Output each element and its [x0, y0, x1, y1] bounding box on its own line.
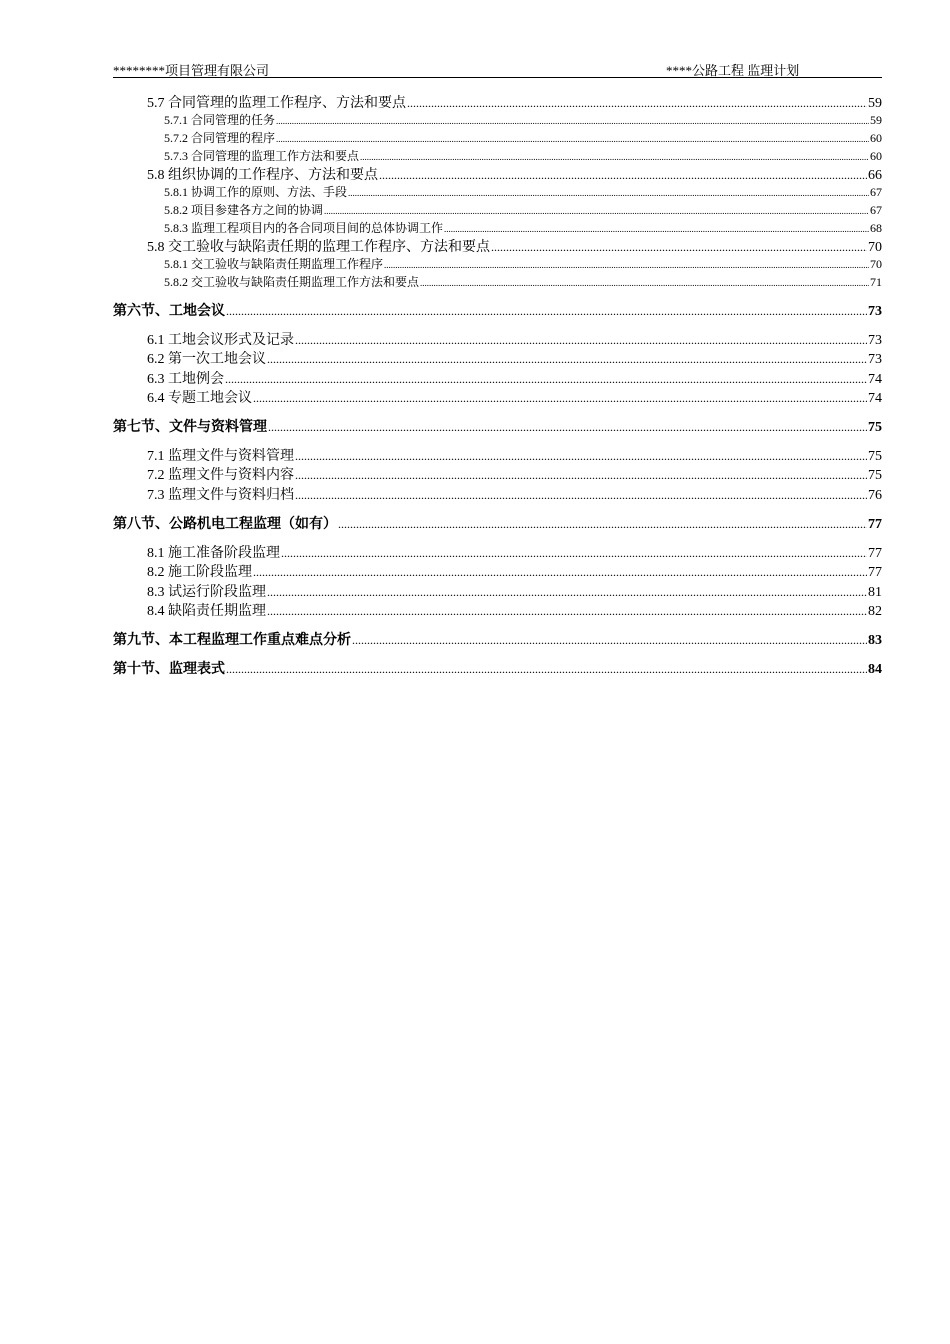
toc-page-number: 74 [868, 372, 882, 387]
toc-entry[interactable] [164, 255, 882, 271]
toc-entry-title: 6.2 第一次工地会议 [147, 352, 266, 367]
toc-entry-title: 5.7.1 合同管理的任务 [164, 113, 276, 127]
toc-section-title: 第七节、文件与资料管理 [113, 420, 267, 435]
toc-page-number: 82 [868, 604, 882, 619]
toc-entry-title: 6.1 工地会议形式及记录 [147, 333, 294, 348]
toc-entry-title: 5.8.2 交工验收与缺陷责任期监理工作方法和要点 [164, 275, 420, 289]
toc-entry-title: 5.8 组织协调的工作程序、方法和要点 [147, 168, 378, 183]
toc-entry-title: 5.7 合同管理的监理工作程序、方法和要点 [147, 96, 406, 111]
toc-page-number: 77 [868, 565, 882, 580]
toc-leader [276, 134, 869, 144]
toc-entry-title: 8.2 施工阶段监理 [147, 565, 252, 580]
toc-section-title: 第八节、公路机电工程监理（如有） [113, 517, 337, 532]
toc-leader [295, 449, 867, 464]
toc-entry[interactable] [164, 219, 882, 235]
toc-section-title: 第六节、工地会议 [113, 304, 225, 319]
toc-page-number: 60 [870, 131, 882, 145]
toc-section-entry[interactable] [113, 658, 882, 676]
toc-page-number: 73 [868, 333, 882, 348]
toc-entry[interactable] [147, 464, 882, 482]
toc-entry-title: 6.3 工地例会 [147, 372, 224, 387]
toc-entry-title: 5.7.3 合同管理的监理工作方法和要点 [164, 149, 360, 163]
toc-entry[interactable] [164, 201, 882, 217]
toc-entry[interactable] [147, 561, 882, 579]
header-document-title: ****公路工程 监理计划 [666, 63, 800, 78]
toc-leader [268, 420, 867, 435]
toc-entry-title: 5.8.1 协调工作的原则、方法、手段 [164, 185, 348, 199]
toc-leader [407, 96, 867, 111]
toc-page-number: 59 [868, 96, 882, 111]
toc-leader [338, 517, 867, 532]
toc-page-number: 70 [870, 257, 882, 271]
toc-entry[interactable] [147, 92, 882, 110]
toc-entry-title: 7.1 监理文件与资料管理 [147, 449, 294, 464]
toc-leader [491, 240, 867, 255]
toc-leader [253, 391, 867, 406]
toc-leader [281, 546, 867, 561]
toc-section-entry[interactable] [113, 416, 882, 434]
toc-page-number: 60 [870, 149, 882, 163]
toc-section-entry[interactable] [113, 513, 882, 531]
toc-leader [267, 352, 867, 367]
toc-page-number: 83 [868, 633, 882, 648]
toc-leader [276, 116, 869, 126]
toc-entry-title: 7.2 监理文件与资料内容 [147, 468, 294, 483]
toc-leader [324, 206, 869, 216]
toc-page-number: 76 [868, 488, 882, 503]
toc-leader [267, 585, 867, 600]
header-company: ********项目管理有限公司 [113, 63, 270, 78]
toc-entry[interactable] [147, 445, 882, 463]
toc-entry[interactable] [164, 147, 882, 163]
toc-leader [226, 662, 867, 677]
toc-leader [295, 488, 867, 503]
toc-entry-title: 8.1 施工准备阶段监理 [147, 546, 280, 561]
toc-section-entry[interactable] [113, 300, 882, 318]
toc-entry[interactable] [164, 111, 882, 127]
toc-page-number: 75 [868, 449, 882, 464]
toc-leader [348, 188, 869, 198]
toc-page-number: 67 [870, 203, 882, 217]
toc-leader [267, 604, 867, 619]
toc-entry[interactable] [147, 368, 882, 386]
toc-leader [360, 152, 869, 162]
toc-leader [384, 260, 869, 270]
toc-leader [379, 168, 867, 183]
toc-entry-title: 6.4 专题工地会议 [147, 391, 252, 406]
toc-leader [226, 304, 867, 319]
toc-entry-title: 8.4 缺陷责任期监理 [147, 604, 266, 619]
toc-entry-title: 5.8 交工验收与缺陷责任期的监理工作程序、方法和要点 [147, 240, 490, 255]
toc-entry-title: 8.3 试运行阶段监理 [147, 585, 266, 600]
toc-entry[interactable] [147, 484, 882, 502]
toc-entry[interactable] [147, 236, 882, 254]
toc-page-number: 67 [870, 185, 882, 199]
toc-entry[interactable] [164, 273, 882, 289]
toc-leader [225, 372, 867, 387]
toc-page-number: 71 [870, 275, 882, 289]
toc-entry[interactable] [147, 387, 882, 405]
toc-leader [295, 333, 867, 348]
toc-leader [420, 278, 869, 288]
toc-page-number: 70 [868, 240, 882, 255]
toc-leader [253, 565, 867, 580]
toc-section-entry[interactable] [113, 629, 882, 647]
toc-section-title: 第九节、本工程监理工作重点难点分析 [113, 633, 351, 648]
toc-entry[interactable] [164, 129, 882, 145]
toc-page-number: 84 [868, 662, 882, 677]
toc-entry-title: 5.8.2 项目参建各方之间的协调 [164, 203, 324, 217]
toc-page-number: 59 [870, 113, 882, 127]
toc-page-number: 81 [868, 585, 882, 600]
toc-page-number: 75 [868, 420, 882, 435]
toc-entry[interactable] [147, 348, 882, 366]
toc-page-number: 73 [868, 352, 882, 367]
toc-entry[interactable] [164, 183, 882, 199]
toc-entry[interactable] [147, 600, 882, 618]
toc-entry[interactable] [147, 581, 882, 599]
toc-section-title: 第十节、监理表式 [113, 662, 225, 677]
toc-leader [352, 633, 867, 648]
toc-page-number: 74 [868, 391, 882, 406]
page-header [113, 60, 882, 78]
toc-entry[interactable] [147, 542, 882, 560]
toc-page-number: 73 [868, 304, 882, 319]
toc-entry-title: 5.8.3 监理工程项目内的各合同项目间的总体协调工作 [164, 221, 444, 235]
toc-page-number: 68 [870, 221, 882, 235]
toc-page-number: 66 [868, 168, 882, 183]
toc-entry-title: 7.3 监理文件与资料归档 [147, 488, 294, 503]
toc-leader [295, 468, 867, 483]
toc-leader [444, 224, 869, 234]
toc-page-number: 77 [868, 517, 882, 532]
toc-entry[interactable] [147, 329, 882, 347]
toc-entry-title: 5.8.1 交工验收与缺陷责任期监理工作程序 [164, 257, 384, 271]
toc-entry-title: 5.7.2 合同管理的程序 [164, 131, 276, 145]
toc-page-number: 77 [868, 546, 882, 561]
toc-entry[interactable] [147, 164, 882, 182]
toc-page-number: 75 [868, 468, 882, 483]
